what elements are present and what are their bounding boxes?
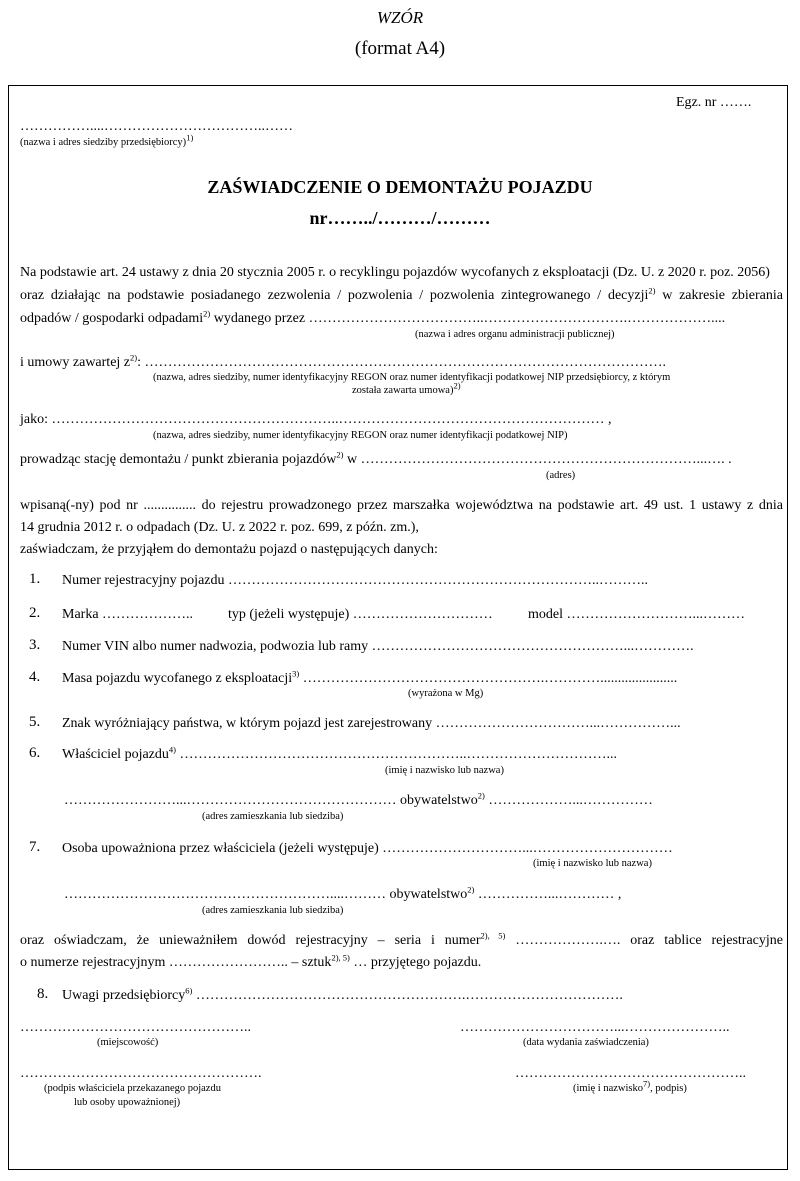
entrepreneur-caption: (nazwa i adres siedziby przedsiębiorcy)$^{1)}$ bbox=[20, 132, 194, 148]
date-field: ……………………………...………………….. bbox=[460, 1020, 730, 1035]
place-caption: (miejscowość) bbox=[97, 1037, 159, 1048]
item-7-address-caption: (adres zamieszkania lub siedziba) bbox=[202, 905, 344, 916]
item-1-number: 1. bbox=[29, 571, 41, 587]
item-8-number: 8. bbox=[37, 986, 49, 1002]
authority-caption: (nazwa i adres organu administracji publicznej) bbox=[415, 329, 615, 340]
item-3-vin: Numer VIN albo numer nadwozia, podwozia lub ramy ………………………………………………...…………. bbox=[62, 639, 694, 654]
date-caption: (data wydania zaświadczenia) bbox=[523, 1037, 649, 1048]
item-6-address: ……………………...……………………………………… obywatelstwo$^{2)}$ ………………...…………… bbox=[64, 790, 653, 808]
item-8-remarks: Uwagi przedsiębiorcy$^{6)}$ ………………………………………………….……………………………. bbox=[62, 985, 623, 1003]
item-3-number: 3. bbox=[29, 637, 41, 653]
item-4-caption: (wyrażona w Mg) bbox=[408, 688, 484, 699]
item-5-number: 5. bbox=[29, 714, 41, 730]
item-6-owner: Właściciel pojazdu$^{4)}$ ……………………………………………………..…………………………... bbox=[62, 744, 617, 762]
document-title: ZAŚWIADCZENIE O DEMONTAŻU POJAZDU bbox=[207, 177, 593, 197]
intro-line-3: odpadów / gospodarki odpadami$^{2)}$ wydanego przez ………………………………..………………………….……………….... bbox=[20, 308, 726, 326]
entrepreneur-field: ……………....……………………………..…… bbox=[20, 119, 293, 134]
agreement-caption-1: (nazwa, adres siedziby, numer identyfikacyjny REGON oraz numer identyfikacji podatkowej NIP przedsiębiorcy, z którym bbox=[153, 372, 671, 383]
registry-line-1: wpisaną(-ny) pod nr ............... do rejestru prowadzonego przez marszałka województwa na podstawie art. 49 ust. 1 ustawy z dnia bbox=[20, 498, 783, 513]
registry-line-3: zaświadczam, że przyjąłem do demontażu pojazd o następujących danych: bbox=[20, 542, 438, 557]
declaration-line-2: o numerze rejestracyjnym …………………….. – sztuk$^{2), 5)}$ … przyjętego pojazdu. bbox=[20, 952, 482, 970]
format-label: (format A4) bbox=[354, 38, 446, 59]
issuer-signature-field: ………………………………………….. bbox=[515, 1066, 746, 1081]
item-6-caption: (imię i nazwisko lub nazwa) bbox=[385, 765, 504, 776]
owner-signature-caption-2: lub osoby upoważnionej) bbox=[74, 1097, 181, 1108]
item-2-model: model ………………………...……… bbox=[528, 607, 745, 622]
owner-signature-caption-1: (podpis właściciela przekazanego pojazdu bbox=[44, 1083, 221, 1094]
intro-line-1: Na podstawie art. 24 ustawy z dnia 20 stycznia 2005 r. o recyklingu pojazdów wycofanych z eksploatacji (Dz. U. z 2020 r. poz. 2056) bbox=[20, 265, 770, 280]
document-number: nr……../………/……… bbox=[309, 208, 491, 228]
item-7-authorized: Osoba upoważniona przez właściciela (jeżeli występuje) …………………………...………………………… bbox=[62, 841, 673, 856]
station-caption: (adres) bbox=[546, 470, 576, 481]
agreement-line: i umowy zawartej $z^{2)}$: …………………………………………………………………………………………………. bbox=[20, 352, 666, 370]
declaration-line-1: oraz oświadczam, że unieważniłem dowód rejestracyjny – seria i numer$^{2), 5)}$ ……………….…. oraz tablice rejestracyjne bbox=[20, 930, 783, 948]
registry-line-2: 14 grudnia 2012 r. o odpadach (Dz. U. z 2022 r. poz. 699, z późn. zm.), bbox=[20, 520, 419, 535]
item-2-type: typ (jeżeli występuje) ………………………… bbox=[228, 607, 493, 622]
owner-signature-field: ……………………………………………. bbox=[20, 1066, 262, 1081]
item-2-brand: Marka ……………….. bbox=[62, 607, 194, 622]
item-7-address: …………………………………………………....……… obywatelstwo$^{2)}$ ……………...………… , bbox=[64, 884, 622, 902]
item-6-address-caption: (adres zamieszkania lub siedziba) bbox=[202, 811, 344, 822]
as-line: jako: ……………………………………………………..………………………………………………… , bbox=[20, 412, 612, 427]
copy-number: Egz. nr ……. bbox=[676, 95, 752, 110]
intro-line-2: oraz działając na podstawie posiadanego zezwolenia / pozwolenia / pozwolenia zintegrowanego / decyzji$^{2)}$ w zakresie zbierania bbox=[20, 285, 783, 303]
item-5-country: Znak wyróżniający państwa, w którym pojazd jest zarejestrowany ……………………………...……………... bbox=[62, 716, 681, 731]
template-label: WZÓR bbox=[376, 8, 424, 27]
agreement-caption-2: została zawarta umowa)$^{2)}$ bbox=[352, 380, 461, 396]
item-4-number: 4. bbox=[29, 669, 41, 685]
item-2-number: 2. bbox=[29, 605, 41, 621]
place-field: ………………………………………….. bbox=[20, 1020, 251, 1035]
item-1-registration: Numer rejestracyjny pojazdu ……………………………………………………………………..……….. bbox=[62, 573, 648, 588]
document-frame bbox=[8, 85, 788, 1170]
item-7-number: 7. bbox=[29, 839, 41, 855]
as-caption: (nazwa, adres siedziby, numer identyfikacyjny REGON oraz numer identyfikacji podatkowej NIP) bbox=[153, 430, 568, 441]
issuer-signature-caption: (imię i nazwisko$^{7)}$, podpis) bbox=[573, 1078, 687, 1094]
station-line: prowadząc stację demontażu / punkt zbierania pojazdów$^{2)}$ w ………………………………………………………………...…. . bbox=[20, 449, 732, 467]
item-4-mass: Masa pojazdu wycofanego z eksploatacji$^{3)}$ …………………………………………….…………...................... bbox=[62, 668, 678, 686]
item-7-caption: (imię i nazwisko lub nazwa) bbox=[533, 858, 652, 869]
item-6-number: 6. bbox=[29, 745, 41, 761]
